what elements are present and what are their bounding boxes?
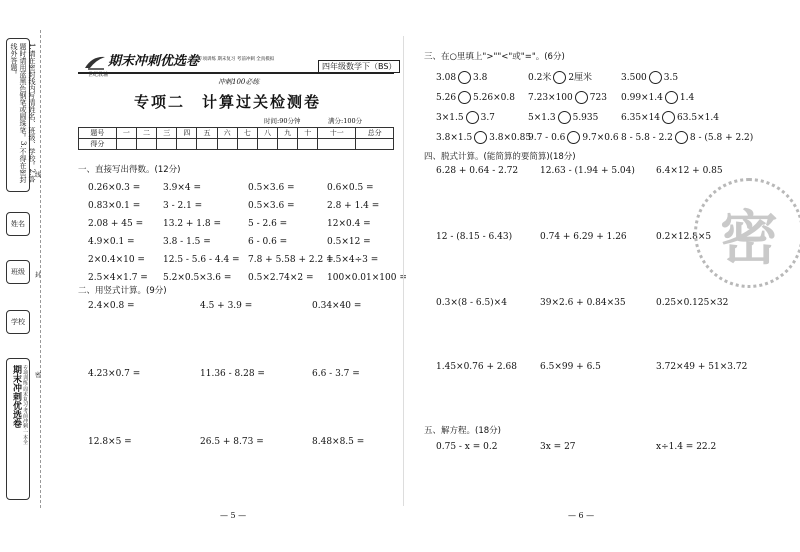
compare-left: 6.35×14 [621,113,661,123]
step-calc-item: 0.2×12.8×5 [656,232,712,242]
score-header-cell: 四 [177,128,197,139]
score-cell[interactable] [136,139,156,150]
score-header-cell: 九 [278,128,298,139]
score-cell[interactable] [237,139,257,150]
score-header-cell: 二 [136,128,156,139]
brand-sub: 专项训练·周末复习·考前冲刺·一本全 [22,365,28,445]
oral-calc-item: 5.2×0.5×3.6 = [163,273,232,283]
score-cell[interactable] [318,139,356,150]
compare-right: 1.4 [679,93,695,103]
oral-calc-item: 0.26×0.3 = [88,183,141,193]
compare-left: 0.2米 [528,73,552,83]
grade-badge: 四年级数学下（BS） [318,60,400,73]
answer-circle[interactable] [553,71,566,84]
compare-right: 723 [589,93,607,103]
seal-mark-2: 封 [35,272,42,279]
compare-right: 3.7 [480,113,495,123]
section5-title: 五、解方程。(18分) [424,426,501,436]
score-cell[interactable] [298,139,318,150]
brand-bottom: 期末冲刺优选卷 [11,365,21,428]
oral-calc-item: 3.9×4 = [163,183,201,193]
logo-icon [84,54,106,70]
header-rule [78,72,394,74]
step-calc-item: 3.72×49 + 51×3.72 [656,362,748,372]
answer-circle[interactable] [649,71,662,84]
equation-item: x÷1.4 = 22.2 [656,442,717,452]
equation-item: 3x = 27 [540,442,576,452]
vertical-calc-item: 0.34×40 = [312,301,362,311]
oral-calc-item: 3.8 - 1.5 = [163,237,211,247]
sub-tag: 冲刺100必练 [218,78,260,86]
answer-circle[interactable] [458,91,471,104]
score-cell[interactable] [197,139,217,150]
oral-calc-item: 100×0.01×100 = [327,273,407,283]
answer-circle[interactable] [665,91,678,104]
section2-title: 二、用竖式计算。(9分) [78,286,167,296]
compare-right: 9.7×0.6 [582,133,619,143]
compare-left: 5×1.3 [528,113,556,123]
compare-right: 5.26×0.8 [473,93,515,103]
slogan: 专项训练 期末复习 考前冲刺 全真模拟 [198,57,275,62]
oral-calc-item: 4.9×0.1 = [88,237,135,247]
seal-mark-1: 线 [35,172,42,179]
score-cell[interactable] [217,139,237,150]
compare-item [436,131,531,144]
section3-title: 三、在○里填上">""<"或"="。(6分) [424,52,565,62]
vertical-calc-item: 6.6 - 3.7 = [312,369,360,379]
compare-right: 3.8 [473,73,488,83]
compare-left: 8 - 5.8 - 2.2 [621,133,673,143]
compare-item [436,91,515,104]
score-table [78,127,394,150]
publisher: 世纪教辅 [88,72,109,78]
answer-circle[interactable] [567,131,580,144]
oral-calc-item: 1.5×4÷3 = [327,255,379,265]
compare-right: 3.8×0.85 [489,133,532,143]
compare-right: 2厘米 [568,73,593,83]
score-cell[interactable] [157,139,177,150]
compare-left: 3.500 [621,73,647,83]
score-cell[interactable] [356,139,394,150]
score-header-cell: 总分 [356,128,394,139]
oral-calc-item: 0.5×12 = [327,237,371,247]
class-label: 班级 [6,260,30,284]
compare-left: 0.99×1.4 [621,93,663,103]
step-calc-item: 0.3×(8 - 6.5)×4 [436,298,507,308]
vertical-calc-item: 2.4×0.8 = [88,301,135,311]
binding-strip [0,30,46,508]
oral-calc-item: 0.5×2.74×2 = [248,273,314,283]
oral-calc-item: 12×0.4 = [327,219,371,229]
answer-circle[interactable] [575,91,588,104]
compare-left: 3.8×1.5 [436,133,473,143]
score-header-cell: 十 [298,128,318,139]
school-label: 学校 [6,310,30,334]
compare-item [621,111,719,124]
score-cell[interactable] [257,139,277,150]
compare-item [528,91,607,104]
answer-circle[interactable] [474,131,487,144]
compare-right: 8 - (5.8 + 2.2) [689,133,754,143]
compare-item [621,71,678,84]
score-cell[interactable] [177,139,197,150]
notice-text: 1.请在密封线内写清姓名、班级、学校。2.答题时请用蓝黑色钢笔或圆珠笔。3.不得在密封线外答题。 [10,43,36,183]
compare-right: 5.935 [572,113,599,123]
step-calc-item: 0.25×0.125×32 [656,298,729,308]
step-calc-item: 12 - (8.15 - 6.43) [436,232,513,242]
score-header-cell: 题号 [79,128,117,139]
score-header-cell: 八 [257,128,277,139]
compare-right: 3.5 [663,73,679,83]
step-calc-item: 1.45×0.76 + 2.68 [436,362,517,372]
oral-calc-item: 6 - 0.6 = [248,237,288,247]
oral-calc-item: 2.5×4×1.7 = [88,273,148,283]
compare-left: 9.7 - 0.6 [528,133,566,143]
compare-item [621,131,753,144]
step-calc-item: 0.74 + 6.29 + 1.26 [540,232,627,242]
oral-calc-item: 13.2 + 1.8 = [163,219,222,229]
step-calc-item: 6.5×99 + 6.5 [540,362,601,372]
brand-box-bottom [6,358,30,500]
step-calc-item: 6.4×12 + 0.85 [656,166,723,176]
compare-item [528,131,619,144]
answer-circle[interactable] [458,71,471,84]
page-number-left: — 5 — [220,511,247,520]
oral-calc-item: 5 - 2.6 = [248,219,288,229]
answer-circle[interactable] [675,131,688,144]
oral-calc-item: 0.5×3.6 = [248,201,295,211]
notice-box [6,38,36,192]
answer-circle[interactable] [558,111,571,124]
compare-item [528,111,598,124]
vertical-calc-item: 4.5 + 3.9 = [200,301,253,311]
score-header-cell: 十一 [318,128,356,139]
section4-title: 四、脱式计算。(能简算的要简算)(18分) [424,152,576,162]
step-calc-item: 39×2.6 + 0.84×35 [540,298,626,308]
score-row-label: 得分 [79,139,117,150]
score-cell[interactable] [278,139,298,150]
step-calc-item: 12.63 - (1.94 + 5.04) [540,166,635,176]
compare-left: 7.23×100 [528,93,573,103]
vertical-calc-item: 8.48×8.5 = [312,437,365,447]
answer-circle[interactable] [466,111,479,124]
page-number-right: — 6 — [568,511,595,520]
oral-calc-item: 3 - 2.1 = [163,201,203,211]
time-info: 时间:90分钟 [264,117,301,125]
vertical-calc-item: 12.8×5 = [88,437,132,447]
compare-item [528,71,592,84]
equation-item: 0.75 - x = 0.2 [436,442,498,452]
compare-right: 63.5×1.4 [677,113,719,123]
vertical-calc-item: 26.5 + 8.73 = [200,437,264,447]
seal-line [40,30,41,508]
oral-calc-item: 2.8 + 1.4 = [327,201,380,211]
name-label: 姓名 [6,212,30,236]
oral-calc-item: 2.08 + 45 = [88,219,144,229]
compare-left: 3.08 [436,73,457,83]
oral-calc-item: 7.8 + 5.58 + 2.2 = [248,255,334,265]
vertical-calc-item: 11.36 - 8.28 = [200,369,265,379]
answer-circle[interactable] [662,111,675,124]
compare-item [436,111,495,124]
oral-calc-item: 0.83×0.1 = [88,201,141,211]
score-header-cell: 七 [237,128,257,139]
score-header-cell: 三 [157,128,177,139]
compare-item [621,91,694,104]
fold-line [403,36,404,506]
page-title: 专项二 计算过关检测卷 [134,93,322,111]
seal-stamp: 密 [694,178,800,288]
compare-left: 5.26 [436,93,457,103]
brand-title: 期末冲刺优选卷 [108,54,200,69]
score-cell[interactable] [116,139,136,150]
vertical-calc-item: 4.23×0.7 = [88,369,141,379]
oral-calc-item: 2×0.4×10 = [88,255,145,265]
score-header-cell: 五 [197,128,217,139]
oral-calc-item: 0.5×3.6 = [248,183,295,193]
seal-mark-3: 密 [35,372,42,379]
full-score: 满分:100分 [328,117,363,125]
compare-left: 3×1.5 [436,113,464,123]
section1-title: 一、直接写出得数。(12分) [78,165,181,175]
compare-item [436,71,487,84]
score-header-cell: 六 [217,128,237,139]
oral-calc-item: 12.5 - 5.6 - 4.4 = [163,255,240,265]
score-header-cell: 一 [116,128,136,139]
oral-calc-item: 0.6×0.5 = [327,183,374,193]
step-calc-item: 6.28 + 0.64 - 2.72 [436,166,519,176]
